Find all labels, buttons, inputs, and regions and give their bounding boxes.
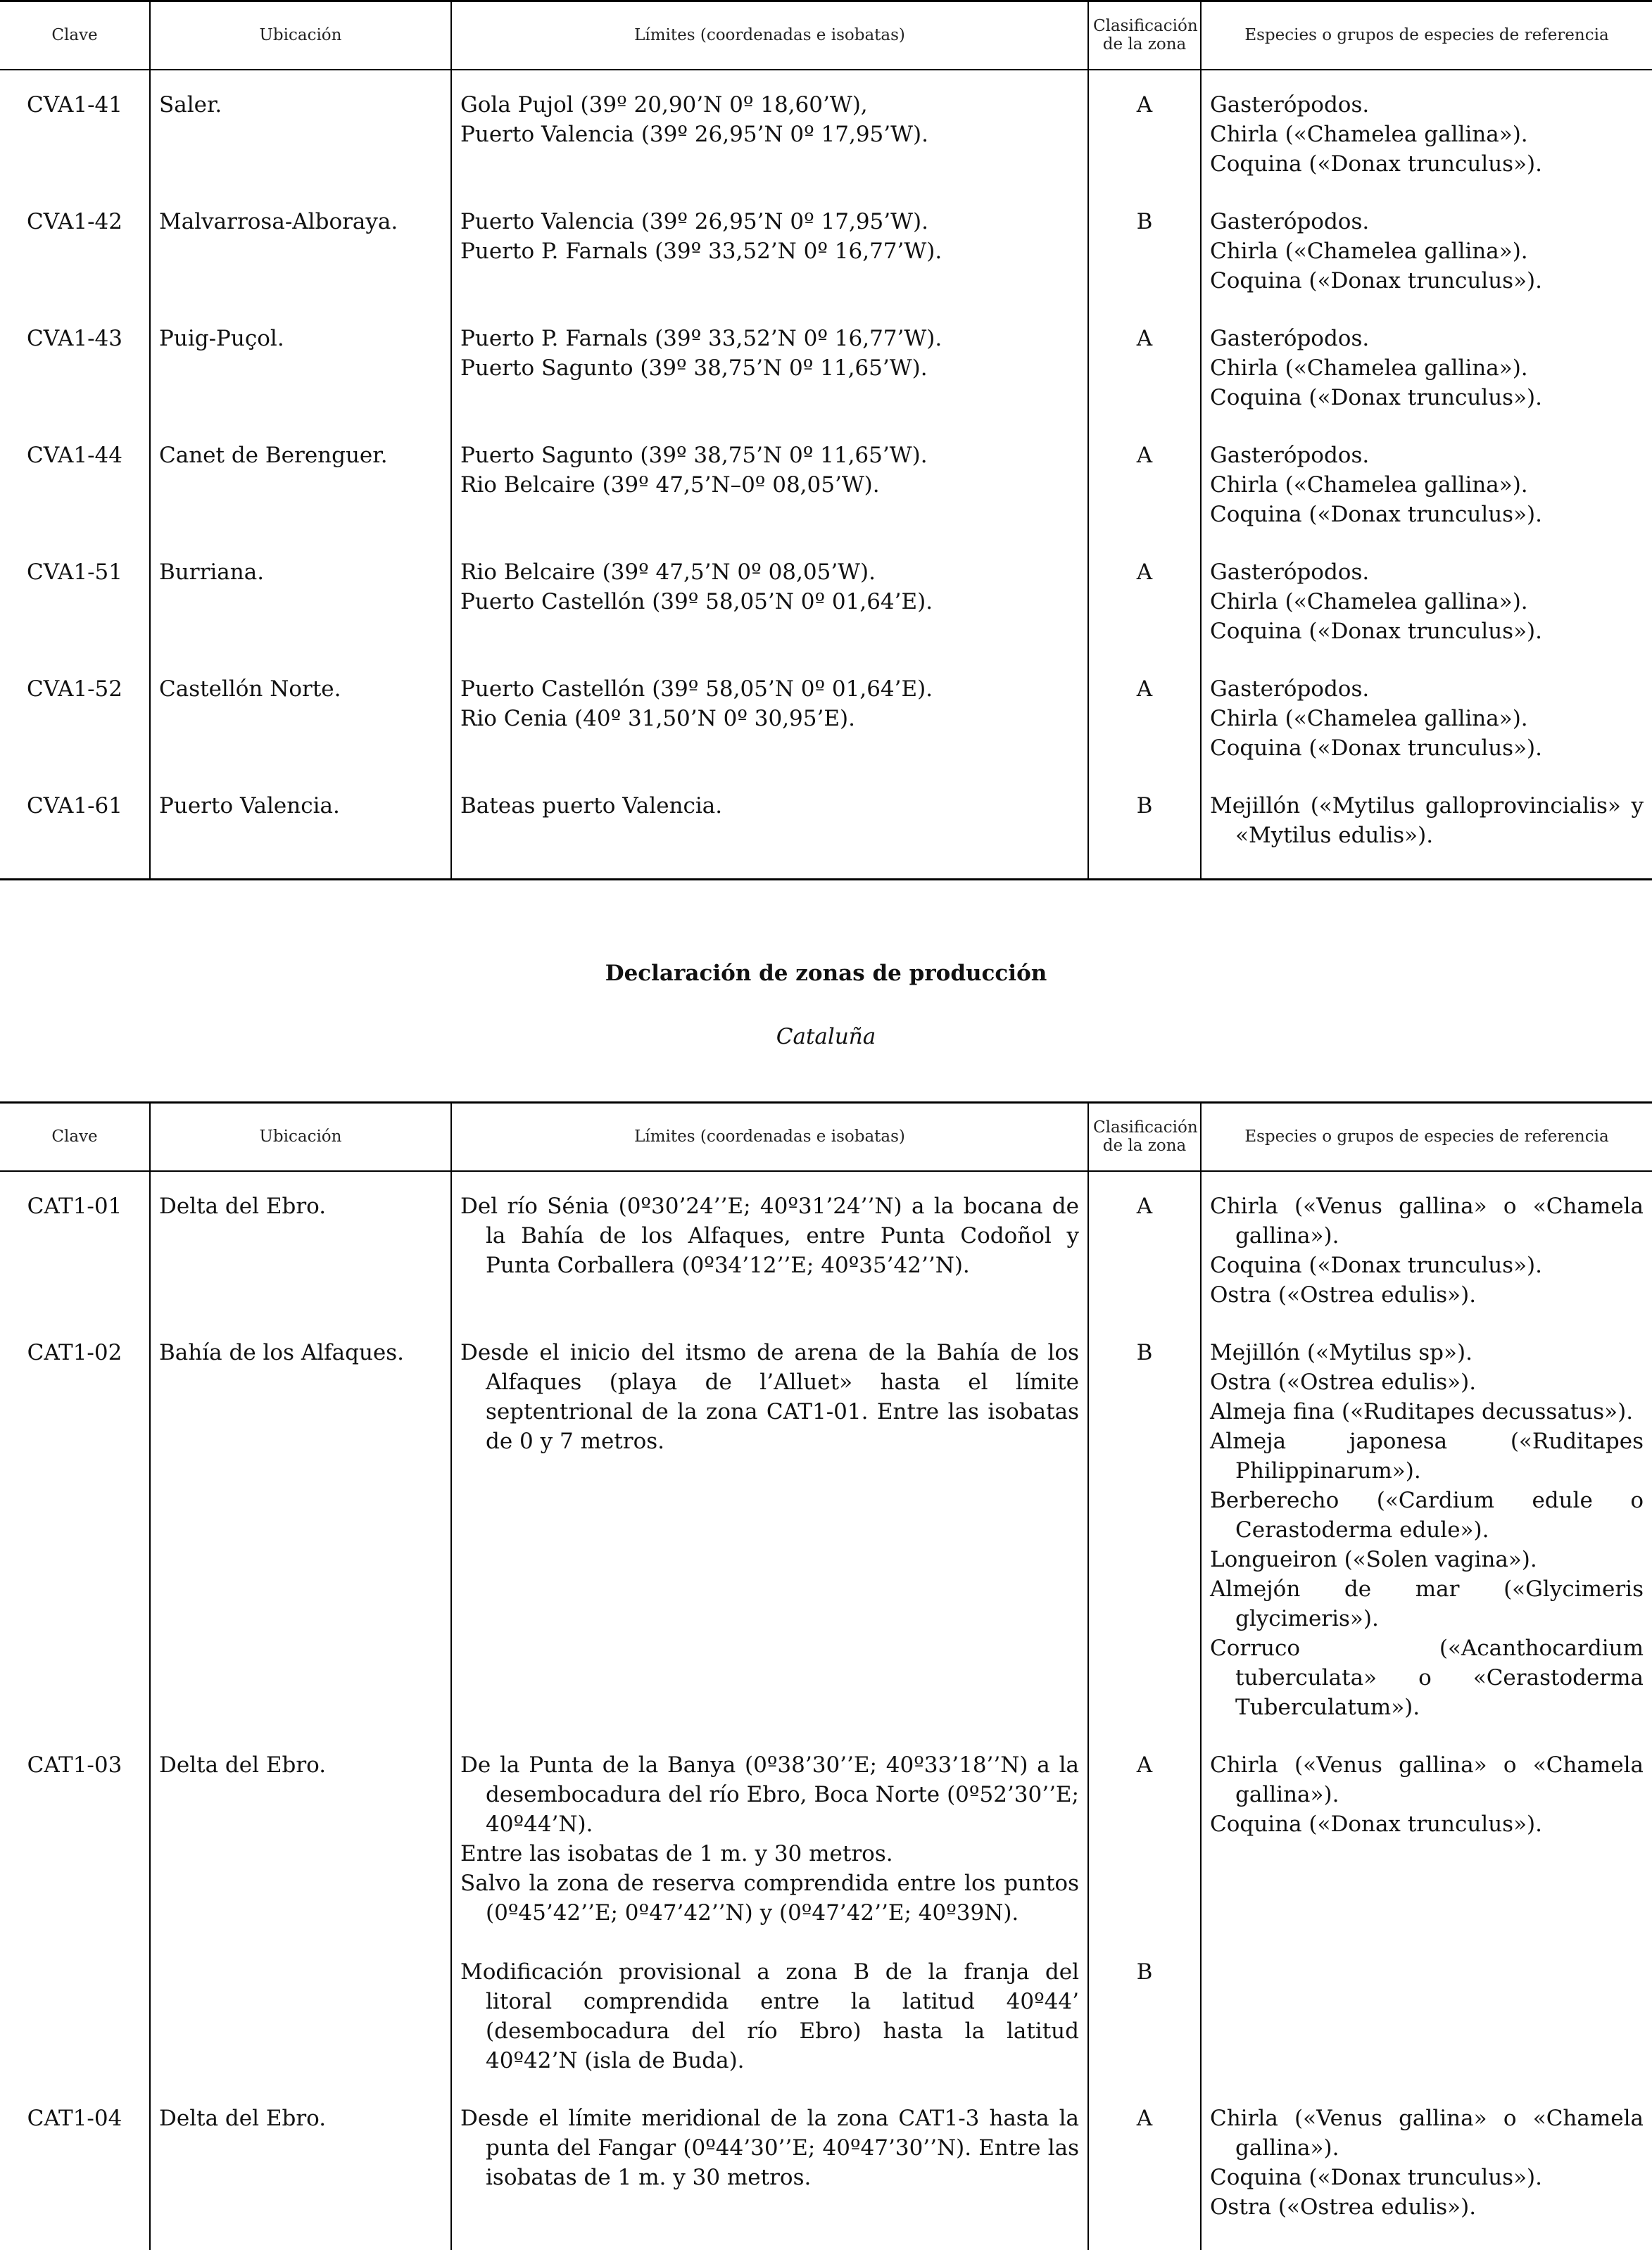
clasificacion-value: B	[1136, 792, 1153, 819]
table-row	[0, 791, 1652, 880]
cell-limites	[451, 207, 1088, 324]
header-clave: Clave	[0, 1, 150, 70]
especie-line: Coquina («Donax trunculus»).	[1210, 151, 1543, 177]
cell-limites	[451, 791, 1088, 880]
especie-line: Ostra («Ostrea edulis»).	[1210, 1369, 1477, 1395]
especie-line: Corruco («Acanthocardium tuberculata» o «Cerastoderma Tuberculatum»).	[1210, 1635, 1644, 1720]
especie-line: Chirla («Venus gallina» o «Chamela gallina»).	[1210, 1752, 1644, 1807]
cell-ubicacion: Burriana.	[150, 557, 451, 674]
cell-especies	[1201, 441, 1652, 557]
spacer	[1097, 1780, 1192, 1957]
especie-line: Almeja japonesa («Ruditapes Philippinarum»).	[1210, 1428, 1644, 1484]
cell-clasificacion	[1088, 1338, 1201, 1750]
clasificacion-value: A	[1136, 325, 1153, 351]
table-row	[0, 557, 1652, 674]
cell-clasificacion	[1088, 70, 1201, 207]
section-title: Declaración de zonas de producción	[605, 961, 1047, 986]
clasificacion-value: A	[1136, 2105, 1153, 2131]
especie-line: Gasterópodos.	[1210, 559, 1370, 585]
table-header-row	[0, 1103, 1652, 1171]
limites-line: Puerto P. Farnals (39º 33,52’N 0º 16,77’W).	[460, 238, 942, 264]
clasificacion-value: A	[1136, 676, 1153, 702]
especie-line: Coquina («Donax trunculus»).	[1210, 1252, 1543, 1278]
cell-limites	[451, 2104, 1088, 2250]
cell-especies	[1201, 324, 1652, 441]
especie-line: Chirla («Chamelea gallina»).	[1210, 238, 1528, 264]
zones-table-valencia	[0, 0, 1652, 880]
cell-limites	[451, 674, 1088, 791]
especie-line: Coquina («Donax trunculus»).	[1210, 618, 1543, 644]
especie-line: Gasterópodos.	[1210, 91, 1370, 118]
cell-limites	[451, 1750, 1088, 2104]
especie-line: Coquina («Donax trunculus»).	[1210, 735, 1543, 761]
limites-line: Modificación provisional a zona B de la franja del litoral comprendida entre la latitud 40º44’ (desembocadura del río Ebro) hasta la latitud 40º42’N (isla de Buda).	[460, 1959, 1079, 2073]
especie-line: Chirla («Chamelea gallina»).	[1210, 472, 1528, 498]
clasificacion-value: A	[1136, 1193, 1153, 1219]
cell-ubicacion: Castellón Norte.	[150, 674, 451, 791]
especie-line: Mejillón («Mytilus galloprovincialis» y «Mytilus edulis»).	[1210, 792, 1644, 848]
table-row	[0, 674, 1652, 791]
limites-line: Puerto Valencia (39º 26,95’N 0º 17,95’W).	[460, 121, 928, 147]
clasificacion-value: B	[1136, 1959, 1153, 1985]
cell-ubicacion: Bahía de los Alfaques.	[150, 1338, 451, 1750]
limites-line: Desde el límite meridional de la zona CAT1-3 hasta la punta del Fangar (0º44’30’’E; 40º47’30’’N). Entre las isobatas de 1 m. y 30 metros.	[460, 2105, 1079, 2190]
table-row	[0, 1750, 1652, 2104]
cell-clave: CAT1-04	[27, 2105, 122, 2131]
cell-limites	[451, 1338, 1088, 1750]
cell-clave: CVA1-61	[26, 792, 123, 819]
especie-line: Chirla («Chamelea gallina»).	[1210, 355, 1528, 381]
header-limites: Límites (coordenadas e isobatas)	[451, 1103, 1088, 1171]
header-especies: Especies o grupos de especies de referencia	[1201, 1103, 1652, 1171]
cell-especies	[1201, 1171, 1652, 1338]
especie-line: Gasterópodos.	[1210, 208, 1370, 234]
limites-line: Bateas puerto Valencia.	[460, 792, 723, 819]
cell-clave: CAT1-01	[27, 1193, 122, 1219]
cell-clave: CVA1-52	[26, 676, 123, 702]
especie-line: Chirla («Chamelea gallina»).	[1210, 588, 1528, 614]
cell-clasificacion	[1088, 207, 1201, 324]
limites-line: Rio Cenia (40º 31,50’N 0º 30,95’E).	[460, 705, 855, 731]
header-clasificacion: Clasificación de la zona	[1088, 1, 1201, 70]
clasificacion-value: A	[1136, 442, 1153, 468]
cell-ubicacion: Malvarrosa-Alboraya.	[150, 207, 451, 324]
cell-limites	[451, 1171, 1088, 1338]
section-subtitle: Cataluña	[776, 1024, 876, 1049]
cell-especies	[1201, 791, 1652, 880]
limites-line: Desde el inicio del itsmo de arena de la Bahía de los Alfaques (playa de l’Alluet» hasta el límite septentrional de la zona CAT1-01. Entre las isobatas de 0 y 7 metros.	[460, 1339, 1079, 1454]
cell-clasificacion	[1088, 324, 1201, 441]
limites-line: Entre las isobatas de 1 m. y 30 metros.	[460, 1840, 893, 1866]
cell-clasificacion	[1088, 557, 1201, 674]
especie-line: Chirla («Chamelea gallina»).	[1210, 121, 1528, 147]
limites-line: Gola Pujol (39º 20,90’N 0º 18,60’W),	[460, 91, 868, 118]
especie-line: Coquina («Donax trunculus»).	[1210, 2164, 1543, 2190]
cell-ubicacion: Delta del Ebro.	[150, 2104, 451, 2250]
cell-clasificacion	[1088, 1171, 1201, 1338]
especie-line: Chirla («Venus gallina» o «Chamela gallina»).	[1210, 1193, 1644, 1249]
limites-line: Salvo la zona de reserva comprendida entre los puntos (0º45’42’’E; 0º47’42’’N) y (0º47’42’’E; 40º39N).	[460, 1870, 1079, 1926]
table-header-row	[0, 1, 1652, 70]
cell-clasificacion	[1088, 2104, 1201, 2250]
especie-line: Chirla («Chamelea gallina»).	[1210, 705, 1528, 731]
cell-especies	[1201, 557, 1652, 674]
cell-ubicacion: Puerto Valencia.	[150, 791, 451, 880]
cell-limites	[451, 70, 1088, 207]
especie-line: Almeja fina («Ruditapes decussatus»).	[1210, 1398, 1634, 1424]
table-row	[0, 1171, 1652, 1338]
cell-clasificacion	[1088, 1750, 1201, 2104]
cell-especies	[1201, 207, 1652, 324]
especie-line: Berberecho («Cardium edule o Cerastoderma edule»).	[1210, 1487, 1644, 1543]
cell-especies	[1201, 1750, 1652, 2104]
especie-line: Gasterópodos.	[1210, 676, 1370, 702]
cell-ubicacion: Delta del Ebro.	[150, 1171, 451, 1338]
table-row	[0, 1338, 1652, 1750]
especie-line: Gasterópodos.	[1210, 442, 1370, 468]
limites-line: Puerto Castellón (39º 58,05’N 0º 01,64’E).	[460, 588, 933, 614]
clasificacion-value: B	[1136, 1339, 1153, 1365]
especie-line: Ostra («Ostrea edulis»).	[1210, 2194, 1477, 2220]
cell-ubicacion: Delta del Ebro.	[150, 1750, 451, 2104]
header-clave: Clave	[0, 1103, 150, 1171]
cell-clave: CVA1-51	[26, 559, 123, 585]
clasificacion-value: B	[1136, 208, 1153, 234]
cell-clave: CAT1-03	[27, 1752, 122, 1778]
header-clasificacion: Clasificación de la zona	[1088, 1103, 1201, 1171]
spacer	[460, 1928, 1079, 1957]
especie-line: Mejillón («Mytilus sp»).	[1210, 1339, 1473, 1365]
cell-clasificacion	[1088, 674, 1201, 791]
cell-limites	[451, 441, 1088, 557]
especie-line: Gasterópodos.	[1210, 325, 1370, 351]
cell-clave: CAT1-02	[27, 1339, 122, 1365]
table-row	[0, 441, 1652, 557]
especie-line: Coquina («Donax trunculus»).	[1210, 1811, 1543, 1837]
clasificacion-value: A	[1136, 91, 1153, 118]
limites-line: Rio Belcaire (39º 47,5’N–0º 08,05’W).	[460, 472, 880, 498]
limites-line: Puerto Valencia (39º 26,95’N 0º 17,95’W).	[460, 208, 928, 234]
cell-ubicacion: Canet de Berenguer.	[150, 441, 451, 557]
clasificacion-value: A	[1136, 559, 1153, 585]
cell-limites	[451, 557, 1088, 674]
cell-clasificacion	[1088, 791, 1201, 880]
table-row	[0, 207, 1652, 324]
especie-line: Coquina («Donax trunculus»).	[1210, 384, 1543, 410]
header-ubicacion: Ubicación	[150, 1, 451, 70]
cell-clave: CVA1-44	[26, 442, 123, 468]
limites-line: Del río Sénia (0º30’24’’E; 40º31’24’’N) a la bocana de la Bahía de los Alfaques, entre Punta Codoñol y Punta Corballera (0º34’12’’E; 40º35’42’’N).	[460, 1193, 1079, 1278]
clasificacion-value: A	[1136, 1752, 1153, 1778]
limites-line: Puerto Sagunto (39º 38,75’N 0º 11,65’W).	[460, 355, 928, 381]
limites-line: Rio Belcaire (39º 47,5’N 0º 08,05’W).	[460, 559, 876, 585]
especie-line: Chirla («Venus gallina» o «Chamela gallina»).	[1210, 2105, 1644, 2161]
especie-line: Almejón de mar («Glycimeris glycimeris»).	[1210, 1576, 1644, 1631]
table-row	[0, 2104, 1652, 2250]
limites-line: Puerto Sagunto (39º 38,75’N 0º 11,65’W).	[460, 442, 928, 468]
limites-line: Puerto P. Farnals (39º 33,52’N 0º 16,77’W).	[460, 325, 942, 351]
cell-especies	[1201, 70, 1652, 207]
cell-clave: CVA1-41	[26, 91, 123, 118]
cell-ubicacion: Saler.	[150, 70, 451, 207]
cell-clave: CVA1-43	[26, 325, 123, 351]
cell-especies	[1201, 2104, 1652, 2250]
header-limites: Límites (coordenadas e isobatas)	[451, 1, 1088, 70]
especie-line: Ostra («Ostrea edulis»).	[1210, 1282, 1477, 1308]
zones-table-cataluna	[0, 1101, 1652, 2250]
limites-line: De la Punta de la Banya (0º38’30’’E; 40º33’18’’N) a la desembocadura del río Ebro, Boca Norte (0º52’30’’E; 40º44’N).	[460, 1752, 1079, 1837]
cell-especies	[1201, 674, 1652, 791]
especie-line: Coquina («Donax trunculus»).	[1210, 501, 1543, 527]
header-especies: Especies o grupos de especies de referencia	[1201, 1, 1652, 70]
cell-limites	[451, 324, 1088, 441]
especie-line: Coquina («Donax trunculus»).	[1210, 267, 1543, 293]
table-row	[0, 324, 1652, 441]
cell-especies	[1201, 1338, 1652, 1750]
especie-line: Longueiron («Solen vagina»).	[1210, 1546, 1537, 1572]
header-ubicacion: Ubicación	[150, 1103, 451, 1171]
table-row	[0, 70, 1652, 207]
cell-ubicacion: Puig-Puçol.	[150, 324, 451, 441]
cell-clave: CVA1-42	[26, 208, 123, 234]
limites-line: Puerto Castellón (39º 58,05’N 0º 01,64’E).	[460, 676, 933, 702]
cell-clasificacion	[1088, 441, 1201, 557]
